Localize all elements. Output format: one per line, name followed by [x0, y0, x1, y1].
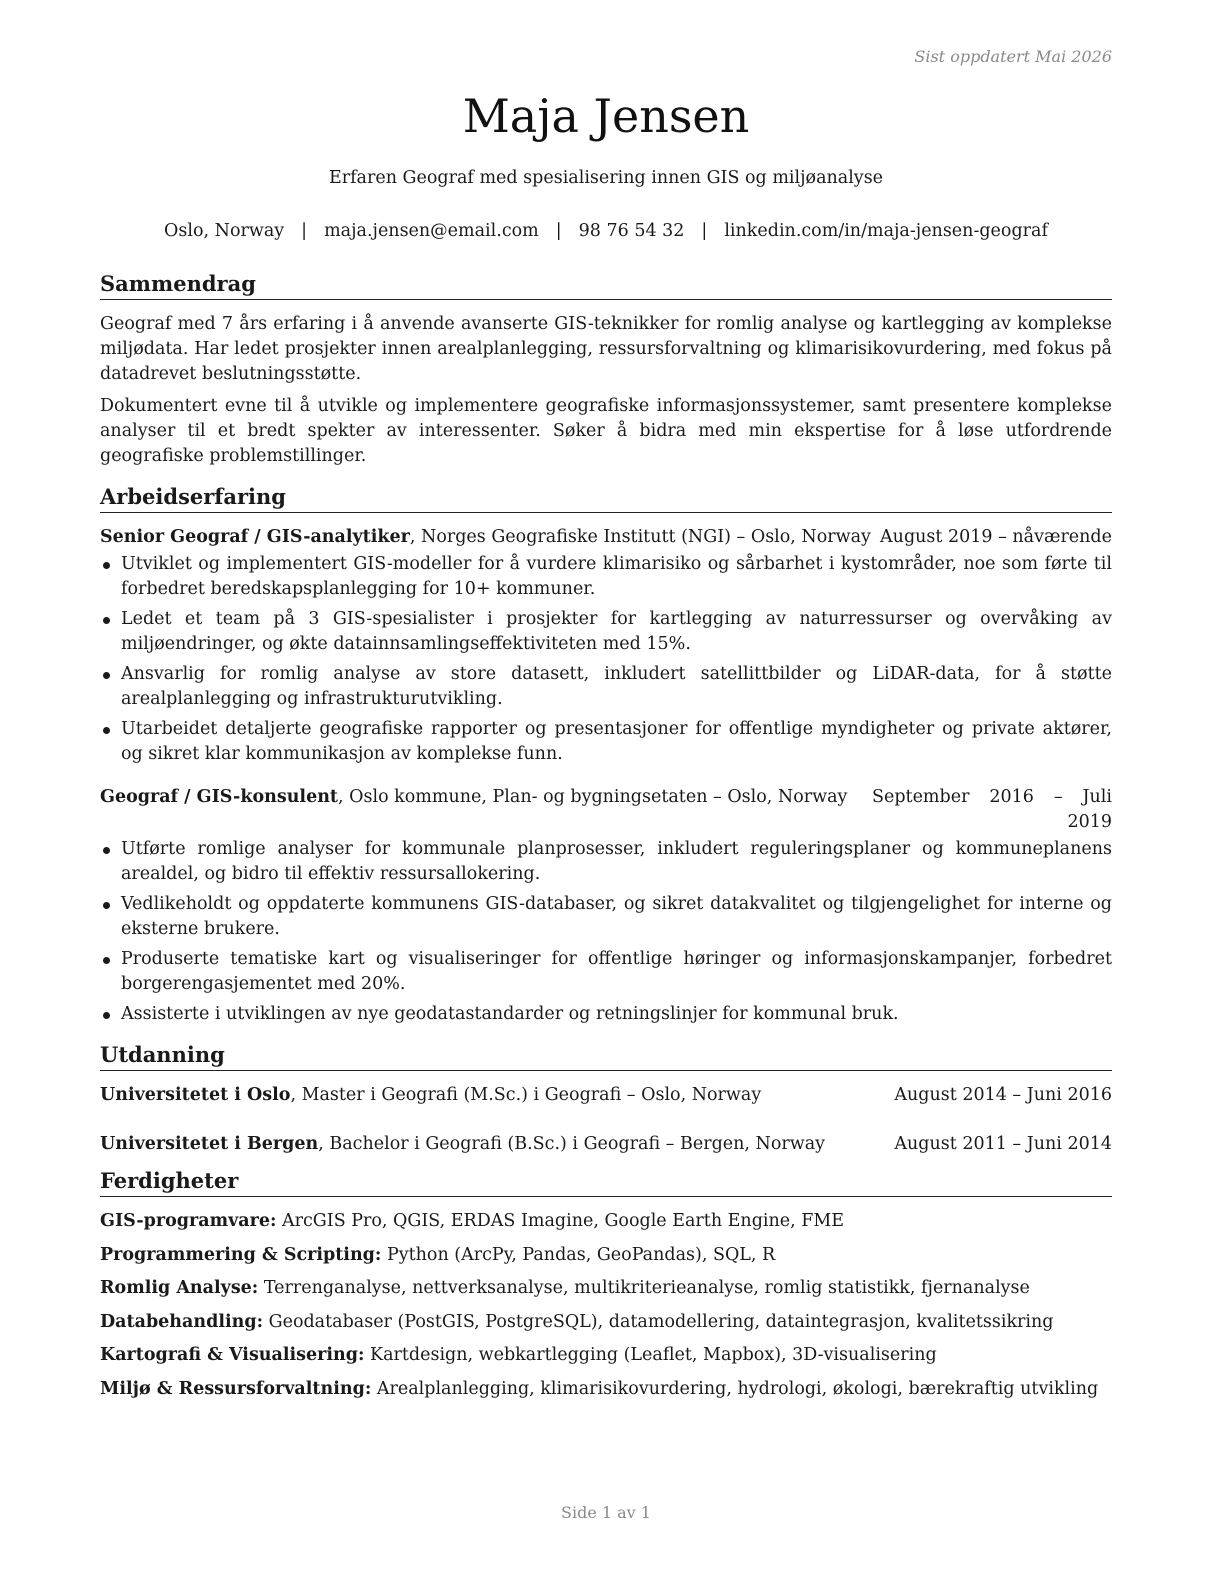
- contact-separator: |: [555, 221, 562, 241]
- page-title: Maja Jensen: [462, 89, 750, 143]
- summary-paragraph: Dokumentert evne til å utvikle og implementere geografiske informasjonssystemer, samt presentere komplekse analyser til et bredt spekter av interessenter. Søker å bidra med min ekspertise for å løse utfordrende geografiske problemstillinger.: [100, 396, 1112, 466]
- skill-label: Databehandling:: [100, 1311, 264, 1332]
- page-number: Side 1 av 1: [561, 1503, 651, 1522]
- job-header: [100, 525, 1112, 550]
- job-dates: September 2016 – Juli 2019: [872, 787, 1112, 832]
- summary-paragraph: Geograf med 7 års erfaring i å anvende avanserte GIS-teknikker for romlig analyse og kartlegging av komplekse miljødata. Har ledet prosjekter innen arealplanlegging, ressursforvaltning og klimarisikovurdering, med fokus på datadrevet beslutningsstøtte.: [100, 314, 1112, 384]
- skill-label: Miljø & Ressursforvaltning:: [100, 1378, 372, 1399]
- section-title-experience: Arbeidserfaring: [100, 483, 1112, 513]
- tagline: Erfaren Geograf med spesialisering innen GIS og miljøanalyse: [328, 168, 884, 188]
- section-title-skills: Ferdigheter: [100, 1167, 1112, 1197]
- education-school: Universitetet i Oslo: [100, 1085, 291, 1105]
- job-title-line: [100, 525, 871, 550]
- contact-separator: |: [701, 221, 708, 241]
- skill-value: Kartdesign, webkartlegging (Leaflet, Mapbox), 3D-visualisering: [364, 1345, 937, 1365]
- skill-row: [100, 1310, 1112, 1335]
- skill-value: Arealplanlegging, klimarisikovurdering, hydrologi, økologi, bærekraftig utvikling: [371, 1378, 1099, 1399]
- skill-value: Python (ArcPy, Pandas, GeoPandas), SQL, R: [381, 1244, 776, 1265]
- contact-line: [100, 219, 1112, 244]
- education-dates: August 2014 – Juni 2016: [894, 1085, 1112, 1105]
- job-organization: , Oslo kommune, Plan- og bygningsetaten – Oslo, Norway: [338, 787, 848, 807]
- job-title-line: [100, 785, 847, 835]
- education-school: Universitetet i Bergen: [100, 1134, 319, 1154]
- job-header: [100, 785, 1112, 835]
- list-item: Utarbeidet detaljerte geografiske rapporter og presentasjoner for offentlige myndigheter og private aktører, og sikret klar kommunikasjon av komplekse funn.: [100, 717, 1112, 767]
- list-item: Ledet et team på 3 GIS-spesialister i prosjekter for kartlegging av naturressurser og overvåking av miljøendringer, og økte datainnsamlingseffektiviteten med 15%.: [100, 607, 1112, 657]
- skill-row: [100, 1243, 1112, 1268]
- list-item: Utførte romlige analyser for kommunale planprosesser, inkludert reguleringsplaner og kommuneplanens arealdel, og bidro til effektiv ressursallokering.: [100, 837, 1112, 887]
- last-updated: Sist oppdatert Mai 2026: [914, 47, 1112, 66]
- list-item: Vedlikeholdt og oppdaterte kommunens GIS-databaser, og sikret datakvalitet og tilgjengelighet for interne og eksterne brukere.: [100, 892, 1112, 942]
- skill-label: Programmering & Scripting:: [100, 1244, 382, 1265]
- job-role: Senior Geograf / GIS-analytiker: [100, 527, 410, 547]
- list-item: Utviklet og implementert GIS-modeller for å vurdere klimarisiko og sårbarhet i kystområder, noe som førte til forbedret beredskapsplanlegging for 10+ kommuner.: [100, 552, 1112, 602]
- skill-value: ArcGIS Pro, QGIS, ERDAS Imagine, Google Earth Engine, FME: [276, 1211, 845, 1231]
- experience-section: [100, 483, 1112, 1027]
- list-item: Assisterte i utviklingen av nye geodatastandarder og retningslinjer for kommunal bruk.: [100, 1002, 1112, 1027]
- education-section: [100, 1041, 1112, 1157]
- section-title-education: Utdanning: [100, 1041, 1112, 1071]
- skill-value: Geodatabaser (PostGIS, PostgreSQL), datamodellering, dataintegrasjon, kvalitetssikring: [263, 1311, 1054, 1332]
- education-entry: [100, 1132, 1112, 1157]
- contact-location: Oslo, Norway: [164, 221, 285, 241]
- resume-content: [100, 270, 1112, 1410]
- skill-label: Romlig Analyse:: [100, 1278, 259, 1298]
- skill-label: Kartografi & Visualisering:: [100, 1345, 365, 1365]
- job-dates: August 2019 – nåværende: [880, 527, 1112, 547]
- contact-separator: |: [301, 221, 308, 241]
- list-item: Produserte tematiske kart og visualiseringer for offentlige høringer og informasjonskampanjer, forbedret borgerengasjementet med 20%.: [100, 947, 1112, 997]
- contact-email[interactable]: maja.jensen@email.com: [324, 221, 539, 241]
- skill-row: [100, 1343, 1112, 1368]
- education-degree: , Bachelor i Geografi (B.Sc.) i Geografi – Bergen, Norway: [318, 1134, 826, 1154]
- contact-linkedin[interactable]: linkedin.com/in/maja-jensen-geograf: [724, 221, 1048, 241]
- skills-section: [100, 1167, 1112, 1402]
- job-entry: [100, 525, 1112, 767]
- skill-row: [100, 1377, 1112, 1402]
- list-item: Ansvarlig for romlig analyse av store datasett, inkludert satellittbilder og LiDAR-data, for å støtte arealplanlegging og infrastrukturutvikling.: [100, 662, 1112, 712]
- skill-row: [100, 1209, 1112, 1234]
- job-entry: [100, 785, 1112, 1027]
- education-title-line: [100, 1132, 825, 1157]
- job-bullets: [100, 837, 1112, 1027]
- summary-section: [100, 270, 1112, 469]
- job-role: Geograf / GIS-konsulent: [100, 787, 339, 807]
- job-organization: , Norges Geografiske Institutt (NGI) – Oslo, Norway: [409, 527, 871, 547]
- section-title-summary: Sammendrag: [100, 270, 1112, 300]
- education-degree: , Master i Geografi (M.Sc.) i Geografi – Oslo, Norway: [290, 1085, 762, 1105]
- skill-label: GIS-programvare:: [100, 1211, 277, 1231]
- skill-row: [100, 1276, 1112, 1301]
- resume-page: [100, 0, 1112, 1584]
- skill-value: Terrenganalyse, nettverksanalyse, multikriterieanalyse, romlig statistikk, fjernanalyse: [258, 1278, 1030, 1298]
- education-entry: [100, 1083, 1112, 1108]
- education-dates: August 2011 – Juni 2014: [894, 1134, 1112, 1154]
- job-bullets: [100, 552, 1112, 767]
- education-title-line: [100, 1083, 761, 1108]
- contact-phone: 98 76 54 32: [578, 221, 685, 241]
